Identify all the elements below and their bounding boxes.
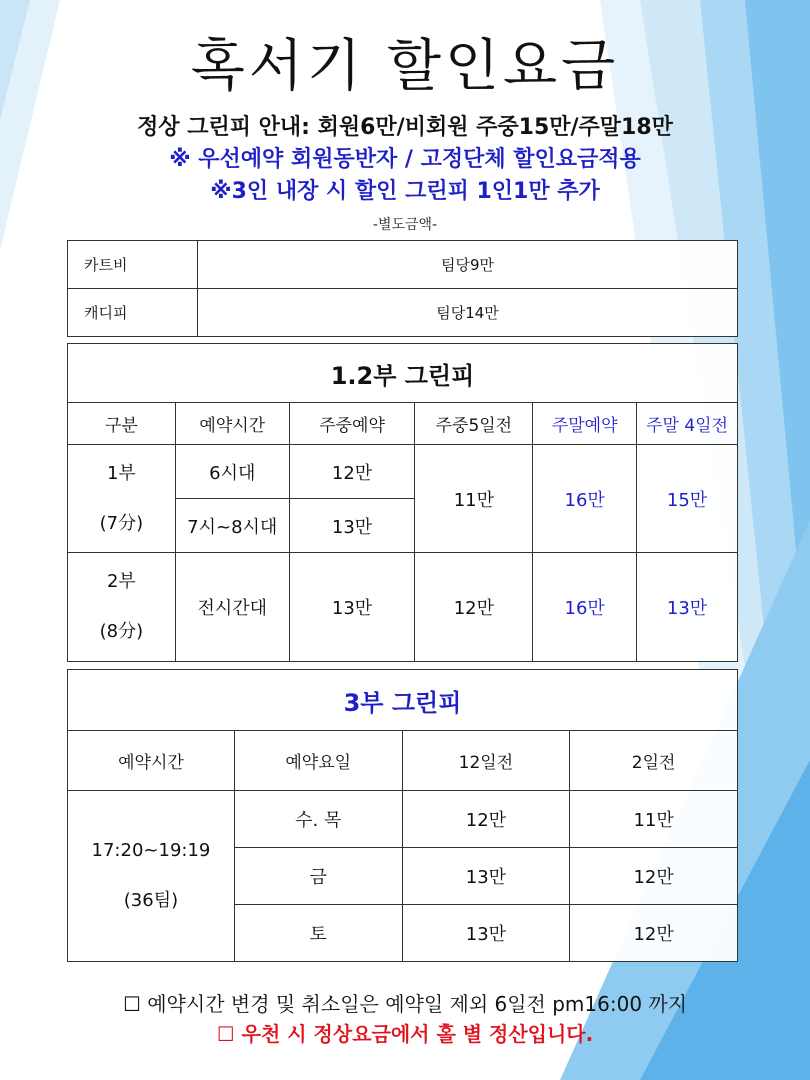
table-header-row [68,403,738,445]
table-row [68,791,738,848]
page-title: 혹서기 할인요금 [190,34,620,99]
column-header: 2일전 [570,731,738,791]
separate-fee-label: -별도금액- [372,217,438,233]
part1-interval: (7分) [99,512,144,534]
column-header: 예약요일 [234,731,402,791]
slot-time: 7시~8시대 [175,499,289,553]
slot-time: 6시대 [175,445,289,499]
part3-fee-table [67,669,738,962]
part3-time: 17:20~19:19 [91,840,211,861]
three-player-notice: ※3인 내장 시 할인 그린피 1인1만 추가 [210,179,600,204]
table-header-row [68,731,738,791]
column-header: 주말예약 [533,403,637,445]
part1-cell [68,445,176,553]
fee-12days: 12만 [402,791,570,848]
weekend4-fee: 13만 [637,553,738,662]
slot-time: 전시간대 [175,553,289,662]
part3-heading: 3부 그린피 [68,670,738,731]
fee-2days: 12만 [570,848,738,905]
column-header: 예약시간 [175,403,289,445]
weekend-fee: 16만 [533,553,637,662]
regular-fee-notice: 정상 그린피 안내: 회원6만/비회원 주중15만/주말18만 [137,115,673,140]
table-row [68,241,738,289]
weekend-fee: 16만 [533,445,637,553]
column-header: 구분 [68,403,176,445]
column-header: 주중5일전 [415,403,533,445]
weekday-fee: 12만 [289,445,415,499]
weekend4-fee: 15만 [637,445,738,553]
part12-fee-table [67,343,738,662]
change-cancel-notice: ☐ 예약시간 변경 및 취소일은 예약일 제외 6일전 pm16:00 까지 [122,992,688,1016]
weekday5-fee: 11만 [415,445,533,553]
fee-12days: 13만 [402,905,570,962]
part1-name: 1부 [106,462,136,484]
fee-2days: 12만 [570,905,738,962]
table-row [68,289,738,337]
part3-teams: (36팀) [123,890,179,911]
column-header: 12일전 [402,731,570,791]
weekday-fee: 13만 [289,499,415,553]
extra-fee-table [67,240,738,337]
fee-value: 팀당14만 [198,289,738,337]
column-header: 주말 4일전 [637,403,738,445]
fee-value: 팀당9만 [198,241,738,289]
weekday5-fee: 12만 [415,553,533,662]
priority-discount-notice: ※ 우선예약 회원동반자 / 고정단체 할인요금적용 [169,147,641,172]
part2-interval: (8分) [99,621,144,642]
fee-label: 캐디피 [68,289,198,337]
fee-2days: 11만 [570,791,738,848]
fee-label: 카트비 [68,241,198,289]
part2-name: 2부 [106,571,136,592]
part2-cell [68,553,176,662]
weekday-fee: 13만 [289,553,415,662]
table-row [68,553,738,662]
part12-heading: 1.2부 그린피 [68,344,738,403]
reserve-day: 금 [234,848,402,905]
reserve-day: 토 [234,905,402,962]
table-row [68,445,738,499]
column-header: 주중예약 [289,403,415,445]
part3-time-cell [68,791,235,962]
rain-notice: ☐ 우천 시 정상요금에서 홀 별 정산입니다. [216,1022,594,1046]
column-header: 예약시간 [68,731,235,791]
fee-12days: 13만 [402,848,570,905]
reserve-day: 수. 목 [234,791,402,848]
